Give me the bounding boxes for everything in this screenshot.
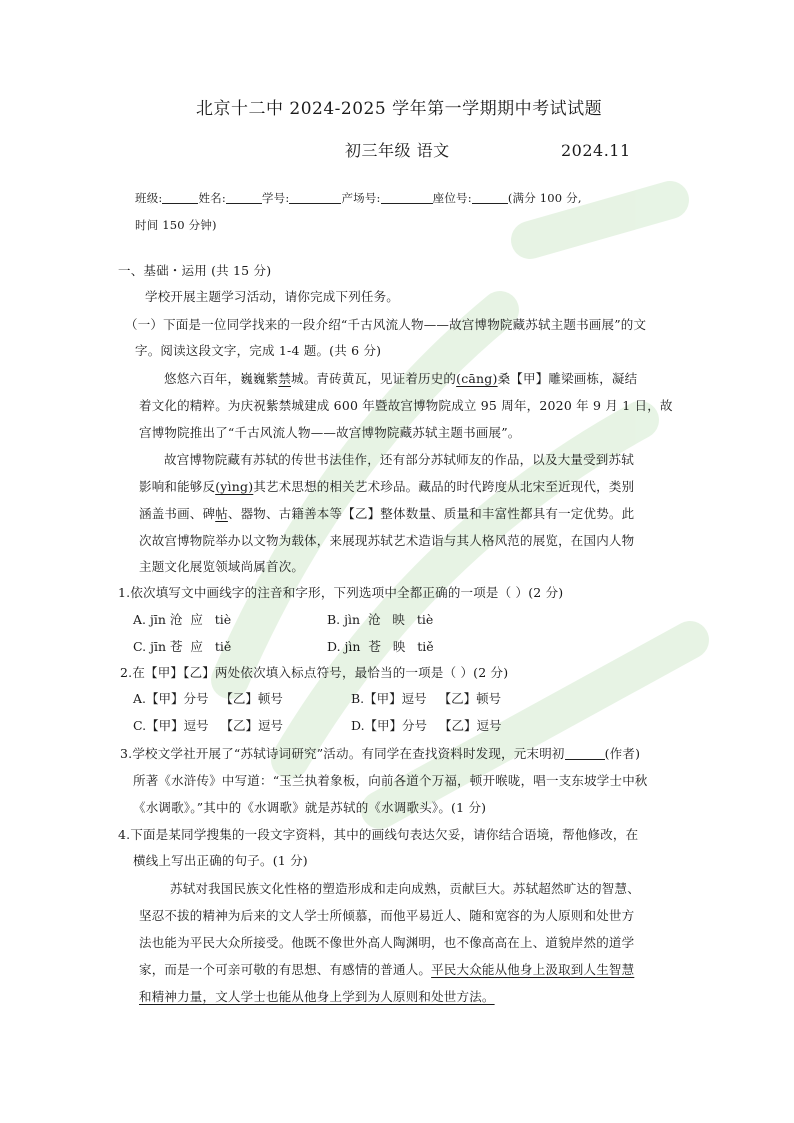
seat-blank[interactable] [472,191,508,204]
part1-intro-line1: （一）下面是一位同学找来的一段介绍“千古风流人物——故宫博物院藏苏轼主题书画展”的文 [125,317,647,332]
id-label: 学号: [261,191,290,205]
name-blank[interactable] [226,191,262,204]
q1-option-c[interactable]: C. jīn 苍 应 tiě [133,639,232,654]
passage-p1-line3: 宫博物院推出了“千古风流人物——故宫博物院藏苏轼主题书画展”。 [139,425,521,440]
pinyin-ying: (yìng) [215,479,254,494]
section-heading: 一、基础・运用 (共 15 分) [118,263,272,278]
section-intro: 学校开展主题学习活动，请你完成下列任务。 [145,289,400,304]
grade-subject: 初三年级 语文 [345,141,450,160]
passage-p1-line1: 悠悠六百年，巍巍紫禁城。青砖黄瓦，见证着历史的(cāng)桑【甲】雕梁画栋，凝结 [164,371,638,386]
room-label: 产场号: [341,191,381,205]
name-label: 姓名: [198,191,226,205]
q1-stem: 1.依次填写文中画线字的注音和字形，下列选项中全都正确的一项是（ ）(2 分) [118,585,564,600]
q2-option-d[interactable]: D.【甲】分号 【乙】逗号 [351,718,502,733]
q1-option-d[interactable]: D. jìn 苍 映 tiě [327,639,434,654]
part1-intro-line2: 字。阅读这段文字，完成 1-4 题。(共 6 分) [135,343,382,358]
passage-p1-line2: 着文化的精粹。为庆祝紫禁城建成 600 年暨故宫博物院成立 95 周年，2020 年 9 月 1 日，故 [139,398,673,413]
passage-p2-line3: 涵盖书画、碑帖、器物、古籍善本等【乙】整体数量、质量和丰富性都具有一定优势。此 [139,506,635,521]
q4-line1: 4.下面是某同学搜集的一段文字资料，其中的画线句表达欠妥，请你结合语境，帮他修改，在 [118,827,639,842]
underlined-tie: 帖 [215,506,228,521]
class-blank[interactable] [162,191,198,204]
q4-line2: 横线上写出正确的句子。(1 分) [133,853,308,868]
q4-passage-line3: 法也能为平民大众所接受。他既不像世外高人陶渊明，也不像高高在上、道貌岸然的道学 [139,935,635,950]
exam-title: 北京十二中 2024-2025 学年第一学期期中考试试题 [196,99,603,119]
time-note: 时间 150 分钟) [135,218,217,232]
q3-line3: 《水调歌》。”其中的《水调歌》就是苏轼的《水调歌头》。(1 分) [133,800,487,815]
q3-line2: 所著《水浒传》中写道：“玉兰执着象板，向前各道个万福，顿开喉咙，唱一支东坡学士中秋 [133,773,648,788]
student-info-line [135,189,582,207]
q4-passage-line2: 坚忍不拔的精神为后来的文人学士所倾慕，而他平易近人、随和宽容的为人原则和处世方 [139,908,635,923]
passage-p2-line4: 次故宫博物院举办以文物为载体，来展现苏轼艺术造诣与其人格风范的展览，在国内人物 [139,533,635,548]
q4-underlined-sentence-part1: 平民大众能从他身上汲取到人生智慧 [431,962,635,977]
q3-line1: 3.学校文学社开展了“苏轼诗词研究”活动。有同学在查找资料时发现，元末明初 (作者) [120,746,641,761]
q3-author-blank[interactable] [565,747,605,760]
id-blank[interactable] [289,191,341,204]
q4-passage-line1: 苏轼对我国民族文化性格的塑造形成和走向成熟，贡献巨大。苏轼超然旷达的智慧、 [170,881,640,896]
seat-label: 座位号: [432,191,472,205]
score-note: (满分 100 分, [507,191,582,205]
q1-option-a[interactable]: A. jīn 沧 应 tiè [133,612,232,627]
room-blank[interactable] [381,191,433,204]
passage-p2-line2: 影响和能够反(yìng)其艺术思想的相关艺术珍品。藏品的时代跨度从北宋至近现代，类别 [139,479,635,494]
q4-underlined-sentence-part2: 和精神力量，文人学士也能从他身上学到为人原则和处世方法。 [139,989,495,1004]
q2-option-a[interactable]: A.【甲】分号 【乙】顿号 [133,691,283,706]
q2-option-b[interactable]: B.【甲】逗号 【乙】顿号 [351,691,502,706]
pinyin-cang: (cāng) [456,371,498,386]
q4-passage-line4: 家，而是一个可亲可敬的有思想、有感情的普通人。平民大众能从他身上汲取到人生智慧 [139,962,635,977]
passage-p2-line5: 主题文化展览领域尚属首次。 [139,559,305,574]
class-label: 班级: [135,191,163,205]
underlined-jin: 禁 [278,371,292,386]
passage-p2-line1: 故宫博物院藏有苏轼的传世书法佳作，还有部分苏轼师友的作品，以及大量受到苏轼 [164,452,634,467]
q2-stem: 2.在【甲】【乙】两处依次填入标点符号，最恰当的一项是（ ）(2 分) [120,665,509,680]
q2-option-c[interactable]: C.【甲】逗号 【乙】逗号 [133,718,284,733]
q1-option-b[interactable]: B. jìn 沧 映 tiè [327,612,434,627]
exam-date: 2024.11 [561,141,631,160]
